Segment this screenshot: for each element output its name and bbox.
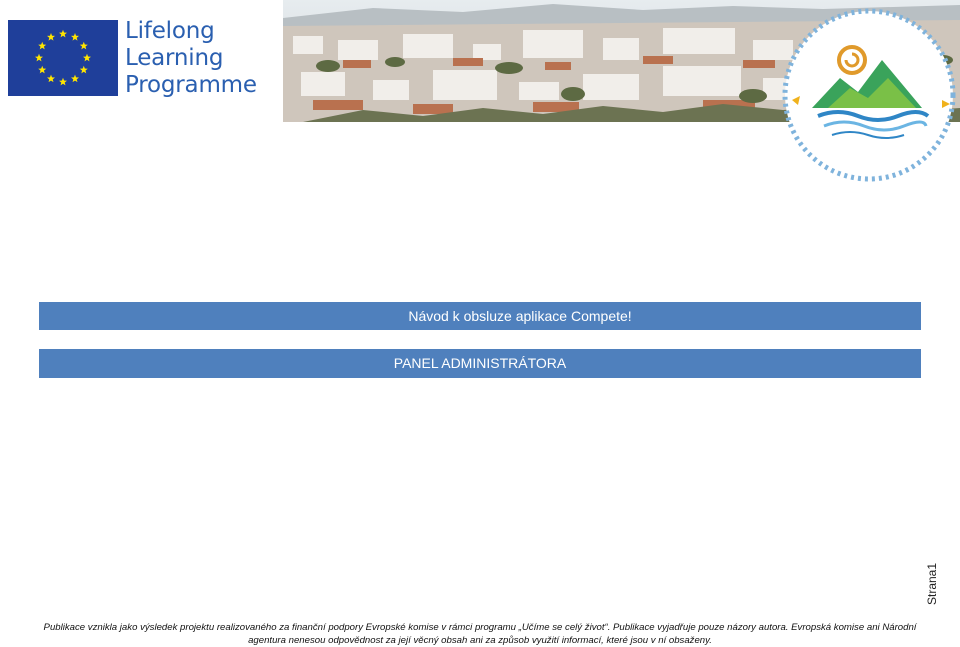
section-heading: PANEL ADMINISTRÁTORA: [393, 355, 567, 371]
section-heading-bar: [39, 349, 921, 378]
document-title: Návod k obsluze aplikace Compete!: [408, 308, 632, 324]
page-number: [912, 560, 952, 608]
programme-name-line: Lifelong: [125, 18, 215, 44]
page-number-label: Strana1: [925, 562, 939, 606]
programme-name-line: Programme: [125, 72, 257, 98]
footer-line: agentura nenesou odpovědnost za její věcný obsah ani za způsob využití informací, které jsou v ní obsaženy.: [248, 635, 712, 646]
footer-disclaimer: [40, 621, 920, 647]
programme-name-line: Learning: [125, 45, 224, 71]
footer-line: Publikace vznikla jako výsledek projektu realizovaného za finanční podpory Evropské komise v rámci programu „Učíme se celý život“. Publikace vyjadřuje pouze názory autora. Evropská komise ani Národní: [43, 622, 917, 633]
programme-name: [125, 18, 283, 99]
document-title-bar: [39, 302, 921, 330]
header-banner: [0, 0, 960, 190]
lifelong-learning-programme-logo: [8, 14, 283, 108]
eu-flag-icon: [8, 20, 118, 96]
project-emblem-icon: [778, 4, 960, 186]
